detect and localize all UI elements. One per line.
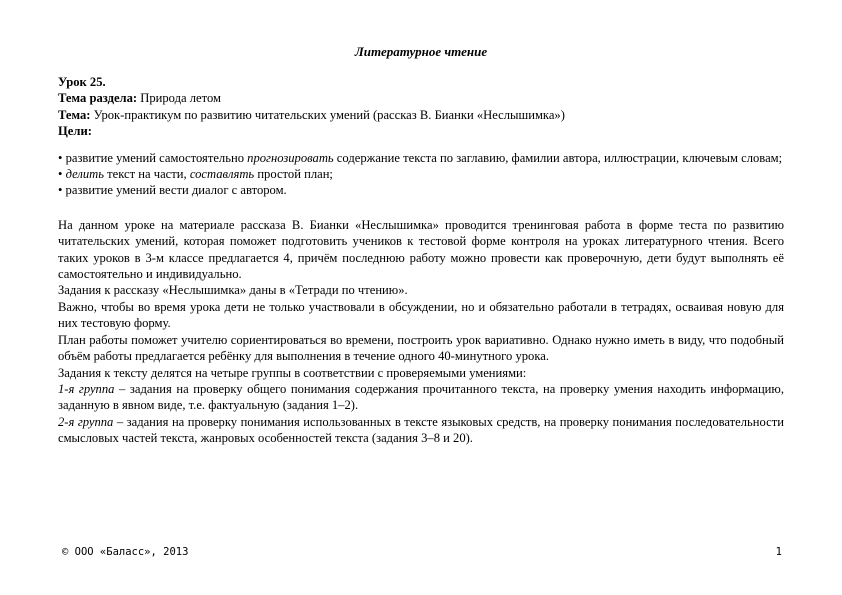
section-label: Тема раздела:: [58, 91, 138, 106]
group-2-paragraph: [58, 414, 784, 447]
document-title: Литературное чтение: [354, 44, 488, 59]
goal-item-1: [58, 150, 784, 166]
topic-value: Урок-практикум по развитию читательских умений (рассказ В. Бианки «Неслышимка»): [90, 107, 565, 122]
lesson-number: Урок 25.: [58, 75, 106, 89]
bullet: •: [58, 167, 66, 182]
goal-emphasis: делить: [65, 167, 104, 182]
paragraph: Задания к рассказу «Неслышимка» даны в «Тетради по чтению».: [58, 283, 408, 298]
topic-line: [58, 107, 784, 123]
goals-label: Цели:: [58, 124, 92, 139]
paragraph: План работы поможет учителю сориентироваться во времени, построить урок вариативно. Однако нужно иметь в виду, что подобный объём работы предлагается ребёнку для выполнения в течение одного 40-минутного урока.: [58, 332, 784, 364]
goal-emphasis: составлять: [189, 167, 255, 182]
document-body: [58, 74, 784, 447]
bullet: •: [58, 150, 66, 165]
group-1-paragraph: [58, 381, 784, 414]
goal-item-2: [58, 166, 784, 182]
group-label: 2-я группа: [58, 414, 114, 429]
goal-text: текст на части,: [103, 167, 190, 182]
goal-text: простой план;: [254, 167, 333, 182]
paragraph: Важно, чтобы во время урока дети не только участвовали в обсуждении, но и обязательно работали в тетрадях, осваивая новую для них тестовую форму.: [58, 299, 784, 331]
goal-text: развитие умений самостоятельно: [65, 150, 248, 165]
group-label: 1-я группа: [58, 381, 115, 396]
goal-emphasis: прогнозировать: [247, 150, 334, 165]
copyright-footer: © ООО «Баласс», 2013: [62, 546, 189, 558]
goal-text: содержание текста по заглавию, фамилии автора, иллюстрации, ключевым словам;: [333, 150, 783, 165]
paragraph: Задания к тексту делятся на четыре группы в соответствии с проверяемыми умениями:: [58, 365, 527, 380]
section-line: [58, 90, 784, 106]
group-text: – задания на проверку понимания использованных в тексте языковых средств, на проверку понимания последовательности смысловых частей текста, жанровых особенностей текста (задания 3–8 и 20).: [58, 414, 784, 446]
section-value: Природа летом: [137, 91, 222, 106]
goal-item-3: • развитие умений вести диалог с автором.: [58, 183, 287, 198]
page-number: 1: [775, 546, 782, 558]
topic-label: Тема:: [58, 107, 91, 122]
paragraph: На данном уроке на материале рассказа В. Бианки «Неслышимка» проводится тренинговая работа в форме теста по развитию читательских умений, которая поможет подготовить учеников к тестовой форме контроля на уроках литературного чтения. Всего таких уроков в 3-м классе предлагается 4, причём последнюю работу можно провести как проверочную, дети будут выполнять её самостоятельно и индивидуально.: [58, 217, 784, 282]
group-text: – задания на проверку общего понимания содержания прочитанного текста, на проверку умения находить информацию, заданную в явном виде, т.е. фактуальную (задания 1–2).: [58, 381, 784, 413]
